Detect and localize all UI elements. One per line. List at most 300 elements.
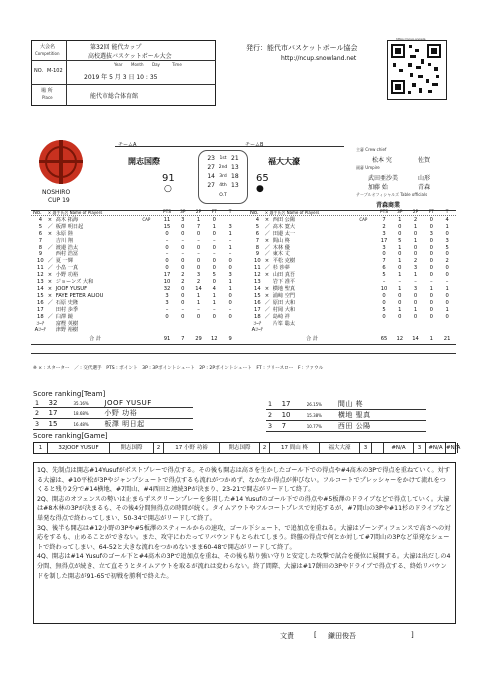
player-number: 7 [38, 237, 42, 244]
rank-player: 間山 柊 [337, 400, 364, 408]
rank-number: 3 [35, 420, 40, 428]
quarter-score-a: 14 [207, 173, 215, 180]
player-stat: 0 [196, 244, 201, 251]
player-stat: 0 [445, 265, 449, 272]
totals-label: 合 計 [88, 336, 102, 343]
captain-badge [359, 258, 376, 265]
date-label-day: Day [152, 62, 160, 67]
player-name-text: 西村 浩冨 [55, 251, 79, 258]
totals-row [33, 334, 238, 343]
ranking-team-title: Score ranking[Team] [33, 390, 106, 398]
player-stat: 3 [181, 216, 185, 223]
rank-percent: 26.15% [306, 401, 322, 407]
starter-mark: × [47, 279, 53, 286]
crew-chief-label: 主審 Crew chief [356, 147, 387, 152]
header-stat: PTS [163, 210, 171, 215]
player-stat: 0 [398, 223, 402, 230]
player-number: 16 [254, 299, 261, 306]
player-name-text: 髙木 寛大 [272, 223, 296, 230]
player-stat: – [165, 237, 169, 244]
starter-mark: ／ [264, 244, 270, 251]
rank-points: 17 [281, 400, 291, 408]
player-name [48, 327, 143, 334]
quarter-label: 3rd [219, 174, 227, 179]
player-stat: 0 [212, 279, 216, 286]
player-name-text: 東木 丈 [272, 251, 290, 258]
totals-spacer [359, 334, 376, 343]
player-name-text: 吉川 翔 [55, 237, 73, 244]
game-rank-player [372, 443, 384, 453]
header-stat: 3P [180, 210, 186, 215]
player-name [48, 279, 143, 286]
player-stat: 7 [196, 223, 201, 230]
player-name-text: 原田 大和 [272, 299, 296, 306]
game-rank-number: 3 [414, 443, 426, 453]
game-rank-number: 3 [360, 443, 372, 453]
player-stat [191, 321, 207, 328]
player-name [48, 238, 143, 245]
player-stat: 1 [398, 244, 402, 251]
player-name-text: JOOF YUSUF [55, 285, 88, 292]
captain-badge [359, 321, 376, 328]
report-paragraph: 3Q、後半も開志は#12小野の3Pや#5板澤のスティールからの速攻、ゴール下シュート、で追加点を重ねる。大濠はゾーンディフェンスで高さへの対応をするも、止めることができない。また、攻守にわたってリバウンドもとられてしまう。終盤の得点で何とか対して#7間山の3Pなど単発なシュートで終わってしまい、64-52と大きな流れをつかめないまま60-48で開志がリードして終了。 [37, 524, 451, 551]
game-rank-team: 開志国際 [110, 443, 154, 453]
starter-mark: × [264, 258, 270, 265]
player-stat: 0 [398, 313, 402, 320]
captain-badge [142, 327, 159, 334]
game-rank-team: #N/A [384, 443, 414, 453]
player-stat: 0 [413, 251, 418, 258]
player-stat: 0 [212, 313, 216, 320]
player-stat [423, 327, 439, 334]
player-name [265, 286, 360, 293]
player-stat: 0 [413, 292, 418, 299]
ranking-row [266, 410, 426, 421]
player-name-text: 髙木 拓海 [55, 216, 79, 223]
captain-badge [142, 238, 159, 245]
player-stat: 0 [181, 258, 185, 265]
place-label-en: Place [42, 95, 53, 100]
player-stat: 0 [165, 244, 169, 251]
player-name [265, 327, 360, 334]
player-row [250, 279, 455, 286]
captain-badge [142, 245, 159, 252]
player-row [250, 286, 455, 293]
starter-mark: × [264, 216, 270, 223]
captain-badge [359, 327, 376, 334]
umpire2-pref: 青森 [418, 184, 431, 191]
total-stat: 65 [380, 336, 388, 343]
quarter-label: O.T [219, 193, 227, 198]
total-stat: 12 [211, 336, 218, 343]
player-stat: 0 [445, 251, 449, 258]
rank-player: 西田 公陽 [337, 422, 371, 430]
footer-name-open: [ [314, 631, 317, 639]
ranking-table [266, 399, 426, 432]
game-rank-player: #N/A [426, 443, 446, 453]
player-stat: 11 [163, 216, 171, 223]
player-stat: 0 [398, 292, 402, 299]
team-a-win-marker: ○ [164, 184, 172, 194]
player-stat: – [165, 251, 169, 258]
starter-mark: ／ [47, 299, 53, 306]
team-b-score: 65 [256, 173, 269, 184]
player-row [250, 231, 455, 238]
player-number: 8 [255, 244, 259, 251]
starter-mark: ／ [264, 230, 270, 237]
player-name-text: 浦﨑 空門 [272, 292, 296, 299]
logo-sub: CUP 19 [48, 197, 70, 204]
player-stat: 0 [429, 265, 433, 272]
starter-mark: × [47, 285, 53, 292]
ranking-row [266, 421, 426, 432]
player-stat: 0 [429, 299, 433, 306]
game-rank-team: #N/A [446, 445, 461, 451]
player-stat: 1 [228, 285, 232, 292]
total-stat: 1 [429, 336, 433, 343]
player-stat: 1 [196, 216, 201, 223]
player-stat: 1 [398, 306, 402, 313]
player-stat [175, 321, 191, 328]
player-number: 9 [38, 251, 42, 258]
player-name-text: 永原 陸 [55, 230, 73, 237]
player-stat: 0 [382, 299, 386, 306]
player-stat [408, 327, 424, 334]
date-label-month: Month [131, 62, 144, 67]
captain-badge [359, 279, 376, 286]
umpire-label: 副審 Umpire [356, 165, 380, 170]
starter-mark: × [264, 237, 270, 244]
rank-player: 横地 聖真 [337, 411, 371, 419]
player-stat: 5 [382, 272, 386, 279]
player-stat: – [213, 237, 216, 244]
player-stat: 0 [228, 299, 232, 306]
game-rank-number: 2 [154, 443, 164, 453]
player-stat: 5 [398, 237, 402, 244]
header-spacer [359, 210, 376, 217]
player-row [250, 217, 455, 224]
ranking-game-table [33, 442, 461, 454]
player-stat: 1 [445, 223, 449, 230]
player-stat: 0 [196, 313, 201, 320]
player-number: 5 [38, 223, 42, 230]
player-stat: 2 [445, 258, 449, 265]
player-number: 4 [38, 216, 42, 223]
player-row [250, 321, 455, 328]
footer-name-close: ] [411, 631, 414, 639]
captain-badge [359, 231, 376, 238]
starter-mark: ／ [264, 306, 270, 313]
player-stat: 3 [165, 299, 169, 306]
starter-mark: × [264, 272, 270, 279]
player-row [33, 217, 238, 224]
player-name [265, 307, 360, 314]
captain-badge [142, 279, 159, 286]
player-stat: 0 [398, 265, 402, 272]
player-stat: 1 [212, 292, 216, 299]
player-stat: 0 [228, 265, 232, 272]
player-number: 9 [255, 251, 259, 258]
date-label-year: Year [114, 62, 123, 67]
player-stat: 3 [228, 272, 232, 279]
player-stat: 0 [413, 244, 418, 251]
player-stat: 2 [196, 279, 201, 286]
player-stat [222, 321, 238, 328]
captain-badge [359, 265, 376, 272]
starter-mark: ／ [47, 223, 53, 230]
player-stat: – [228, 237, 232, 244]
starter-mark: ／ [47, 265, 53, 272]
game-rank-player: 32JOOF YUSUF [48, 443, 110, 453]
player-stat [159, 327, 175, 334]
player-stat: – [213, 306, 216, 313]
report-paragraph: 2Q、開志のオフェンスの勢いは止まらずスクリーンプレーを多用した#14 Yusufのゴール下での得点や#5板澤のドライブなどで得点していく。大濠は#8木林の3Pが決まるも、その後4分間無得点の時間が続く。タイムアウトやフルコートプレスで対応するが、#7間山の3Pや#11杉のドライブなど単発な得点で終わってしまい、50-34で開志がリードして終了。 [37, 495, 452, 522]
player-row [33, 238, 238, 245]
quarter-label: 2nd [218, 165, 228, 170]
website-url[interactable]: http://ncup.snowland.net [281, 55, 357, 62]
player-stat: 2 [413, 216, 418, 223]
starter-mark: ／ [264, 313, 270, 320]
player-stat: – [197, 306, 200, 313]
captain-badge [142, 231, 159, 238]
player-stat: 3 [382, 244, 386, 251]
player-stat: 32 [163, 285, 171, 292]
player-name-text: ジョーンズ 大和 [55, 279, 94, 286]
starter-mark: ／ [264, 299, 270, 306]
player-stat: 3 [382, 230, 386, 237]
player-stat: 0 [212, 258, 216, 265]
player-number: 14 [254, 285, 261, 292]
player-name-text: 田村 歩季 [55, 306, 79, 313]
totals-row [250, 334, 455, 343]
starter-mark: ／ [47, 258, 53, 265]
player-stat [376, 327, 392, 334]
player-number: 12 [37, 272, 44, 279]
player-number: 10 [254, 258, 261, 265]
player-table [33, 210, 238, 343]
player-stat: 2 [382, 223, 386, 230]
player-stat: 0 [445, 313, 449, 320]
player-stat: 0 [196, 230, 201, 237]
player-name-text: 小野 功裕 [55, 272, 79, 279]
totals-spacer [250, 334, 265, 343]
ranking-row [33, 408, 193, 419]
captain-badge: CAP [142, 216, 151, 222]
player-stat: 5 [212, 272, 216, 279]
captain-badge [359, 314, 376, 321]
team-a-label: チームA [118, 142, 137, 148]
place-value: 能代市総合体育館 [90, 93, 139, 100]
team-b-label: チームB [245, 142, 264, 148]
player-name [265, 217, 360, 224]
total-stat: 91 [163, 336, 171, 343]
header-no: No. [33, 210, 42, 216]
captain-badge [142, 265, 159, 272]
player-number: 18 [37, 313, 44, 320]
player-name [265, 293, 360, 300]
player-row [33, 314, 238, 321]
player-row [250, 307, 455, 314]
rank-points: 15 [48, 420, 58, 428]
player-stat: 17 [163, 272, 171, 279]
player-stat: – [181, 306, 185, 313]
player-row [250, 238, 455, 245]
player-name-text: 杉 渉夢 [272, 265, 290, 272]
player-number: 15 [254, 292, 261, 299]
rank-percent: 35.16% [73, 400, 89, 406]
player-name [48, 231, 143, 238]
player-stat: 0 [382, 313, 386, 320]
player-stat: 0 [181, 299, 185, 306]
player-stat: 15 [163, 223, 171, 230]
player-stat: 0 [429, 216, 433, 223]
crew-chief-name: 松本 究 [372, 157, 392, 164]
player-stat: 3 [196, 272, 201, 279]
player-stat [159, 321, 175, 328]
player-row [250, 314, 455, 321]
team-b-loss-marker: ● [256, 184, 264, 194]
player-stat: 5 [445, 244, 449, 251]
player-stat: 0 [429, 251, 433, 258]
starter-mark: × [47, 216, 53, 223]
player-number: 14 [37, 285, 44, 292]
player-stat [439, 321, 455, 328]
player-stat: 0 [181, 285, 185, 292]
player-stat: 0 [165, 230, 169, 237]
rank-points: 32 [48, 399, 58, 407]
player-name [48, 314, 143, 321]
player-stat: 0 [445, 272, 449, 279]
player-stat: – [414, 279, 417, 286]
player-stat: 0 [445, 299, 449, 306]
player-stat: 1 [398, 216, 402, 223]
player-number: Aｺｰﾁ [34, 327, 47, 334]
starter-mark: × [264, 292, 270, 299]
player-stat: 0 [413, 230, 418, 237]
quarter-score-a: 23 [207, 155, 215, 162]
player-name-text: 田邉 太一 [272, 230, 296, 237]
starter-mark: ／ [47, 313, 53, 320]
player-stat: 0 [165, 265, 169, 272]
player-name-text: 横地 聖真 [272, 285, 296, 292]
totals-spacer [33, 334, 48, 343]
header-stat: FT [428, 210, 434, 215]
table-officials-value: 青森商業 [376, 202, 401, 209]
ranking-row [33, 399, 193, 408]
captain-badge [359, 238, 376, 245]
player-stat: 17 [380, 237, 388, 244]
player-stat: 1 [212, 299, 216, 306]
header-stat: 2P [195, 210, 202, 215]
player-stat: 2 [413, 258, 418, 265]
player-stat: – [197, 251, 200, 258]
team-a-name: 開志国際 [128, 157, 160, 166]
player-row [33, 293, 238, 300]
player-name-text: 片峯 聡太 [272, 320, 296, 327]
starter-mark: × [264, 285, 270, 292]
header-no: No. [250, 210, 259, 216]
player-number: 5 [255, 223, 259, 230]
player-stat: – [213, 251, 216, 258]
player-stat: 0 [212, 244, 216, 251]
player-stat: 1 [445, 285, 449, 292]
umpire2-name: 加藤 始 [368, 184, 388, 191]
report-paragraph: 4Q、開志は#14 Yusufのゴール下と#4髙木の3Pで追加点を重ね、その後も粘り強い守りと安定した攻撃で試合を優位に展開する。大濠は出だしの4分間、無得点が続き、立て直そうとタイムアウトを取るが流れは変わらない。終了間際、大濠は#17餅田の3Pやドライブで得点する、終始リバウンドを制した開志が91-65で初戦を勝利で終えた。 [37, 553, 451, 580]
player-stat: – [181, 251, 185, 258]
player-table [250, 210, 455, 343]
header-stat: T [445, 210, 449, 215]
game-report-text [37, 466, 452, 581]
game-rank-player: 17 間山 柊 [270, 443, 320, 453]
player-name [48, 307, 143, 314]
player-name-text: 山田 真吾 [272, 272, 296, 279]
player-stat: 0 [429, 306, 433, 313]
player-stat: 0 [413, 313, 418, 320]
player-stat: 7 [382, 258, 386, 265]
player-name [48, 224, 143, 231]
rank-percent: 15.38% [306, 412, 322, 418]
date-label-time: Time [172, 62, 182, 67]
starter-mark: × [47, 230, 53, 237]
captain-badge [359, 293, 376, 300]
rank-points: 10 [281, 411, 291, 419]
quarter-score-a: 27 [207, 182, 215, 189]
player-name [265, 279, 360, 286]
player-stat [206, 321, 222, 328]
player-stat: 0 [429, 244, 433, 251]
player-stat: 0 [445, 230, 449, 237]
publisher: 発行：能代市バスケットボール協会 [246, 44, 358, 52]
player-stat: 0 [398, 230, 402, 237]
player-stat: 1 [429, 285, 433, 292]
player-stat: 1 [228, 230, 232, 237]
header-name: × 選手氏名 Name of Players [47, 210, 103, 215]
player-stat: 0 [181, 292, 185, 299]
quarter-score-a: 27 [207, 164, 215, 171]
total-stat: 14 [412, 336, 419, 343]
player-name-text: 木林 優 [272, 244, 290, 251]
player-stat: 1 [228, 279, 232, 286]
player-stat: 0 [382, 292, 386, 299]
footer-label: 文責 [280, 632, 294, 640]
competition-label: 大会名 [40, 44, 56, 50]
captain-badge [359, 245, 376, 252]
player-name [48, 300, 143, 307]
player-number: 12 [254, 272, 261, 279]
player-row [33, 224, 238, 231]
game-rank-number: 2 [260, 443, 270, 453]
player-name-text: 石原 史隆 [55, 299, 79, 306]
team-a-player-table [33, 210, 238, 343]
player-row [250, 300, 455, 307]
player-stat: 1 [413, 306, 418, 313]
player-stat: 1 [413, 237, 418, 244]
player-name-text: 平松 克樹 [272, 258, 296, 265]
report-paragraph: 1Q、先制点は開志#14Yusufがポストプレーで得点する。その後も開志は高さを生かしたゴール下での得点や#4髙木の3Pで得点を重ねていく。対する大濠は、#10平松が3Pやジャンプシュートで得点するも流れがつかめず、なかなか得点が伸びない。フルコートでプレッシャーをかけて流れをつくると残り2分で#14横地、#7間山、#4西田と連続3Pが決まり、23-21で開志がリードして終了。 [37, 467, 451, 494]
player-stat: 1 [398, 272, 402, 279]
captain-badge [359, 272, 376, 279]
player-stat: 4 [445, 216, 449, 223]
qr-code [387, 40, 447, 100]
rank-percent: 18.68% [73, 410, 89, 416]
player-number: ｺｰﾁ [36, 320, 45, 327]
competition-line1: 第32回 能代カップ [90, 44, 142, 51]
player-number: 17 [37, 306, 44, 313]
game-rank-number: 1 [34, 443, 48, 453]
total-stat: 12 [396, 336, 404, 343]
quarter-score-b: 13 [231, 164, 239, 171]
starter-mark: ／ [47, 244, 53, 251]
